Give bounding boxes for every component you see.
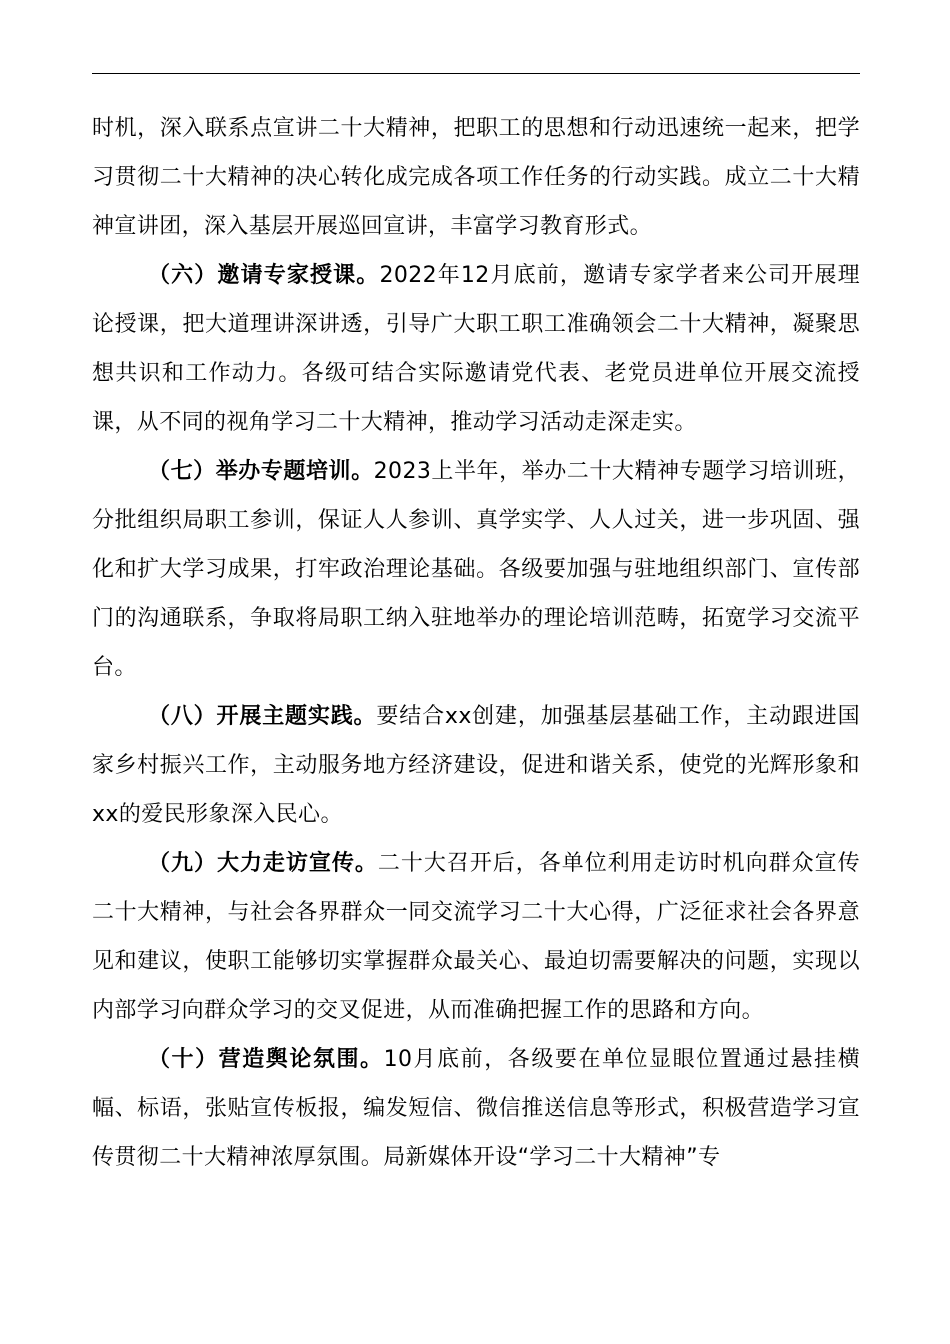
paragraph-text: 要结合xx创建，加强基层基础工作，主动跟进国家乡村振兴工作，主动服务地方经济建设，促进和谐关系，使党的光辉形象和xx的爱民形象深入民心。: [92, 704, 860, 827]
paragraph-text: 2023上半年，举办二十大精神专题学习培训班，分批组织局职工参训，保证人人参训、真学实学、人人过关，进一步巩固、强化和扩大学习成果，打牢政治理论基础。各级要加强与驻地组织部门、宣传部门的沟通联系，争取将局职工纳入驻地举办的理论培训范畴，拓宽学习交流平台。: [92, 459, 860, 680]
section-heading: （八）开展主题实践。: [148, 704, 377, 729]
header-rule: [92, 73, 860, 74]
paragraph-text: 二十大召开后，各单位利用走访时机向群众宣传二十大精神，与社会各界群众一同交流学习二十大心得，广泛征求社会各界意见和建议，使职工能够切实掌握群众最关心、最迫切需要解决的问题，实现以内部学习向群众学习的交叉促进，从而准确把握工作的思路和方向。: [92, 851, 860, 1023]
paragraph-text: 2022年12月底前，邀请专家学者来公司开展理论授课，把大道理讲深讲透，引导广大职工职工准确领会二十大精神，凝聚思想共识和工作动力。各级可结合实际邀请党代表、老党员进单位开展交流授课，从不同的视角学习二十大精神，推动学习活动走深走实。: [92, 263, 860, 435]
paragraph-section-10: [92, 1035, 860, 1182]
paragraph-continuation: [92, 104, 860, 251]
section-heading: （十）营造舆论氛围。: [148, 1047, 384, 1072]
paragraph-text: 10月底前，各级要在单位显眼位置通过悬挂横幅、标语，张贴宣传板报，编发短信、微信推送信息等形式，积极营造学习宣传贯彻二十大精神浓厚氛围。局新媒体开设“学习二十大精神”专: [92, 1047, 860, 1170]
section-heading: （六）邀请专家授课。: [148, 263, 380, 288]
paragraph-section-7: [92, 447, 860, 692]
paragraph-section-9: [92, 839, 860, 1035]
document-body: [92, 104, 860, 1182]
paragraph-text: 时机，深入联系点宣讲二十大精神，把职工的思想和行动迅速统一起来，把学习贯彻二十大精神的决心转化成完成各项工作任务的行动实践。成立二十大精神宣讲团，深入基层开展巡回宣讲，丰富学习教育形式。: [92, 116, 860, 239]
paragraph-section-6: [92, 251, 860, 447]
section-heading: （九）大力走访宣传。: [148, 851, 378, 876]
paragraph-section-8: [92, 692, 860, 839]
section-heading: （七）举办专题培训。: [148, 459, 374, 484]
